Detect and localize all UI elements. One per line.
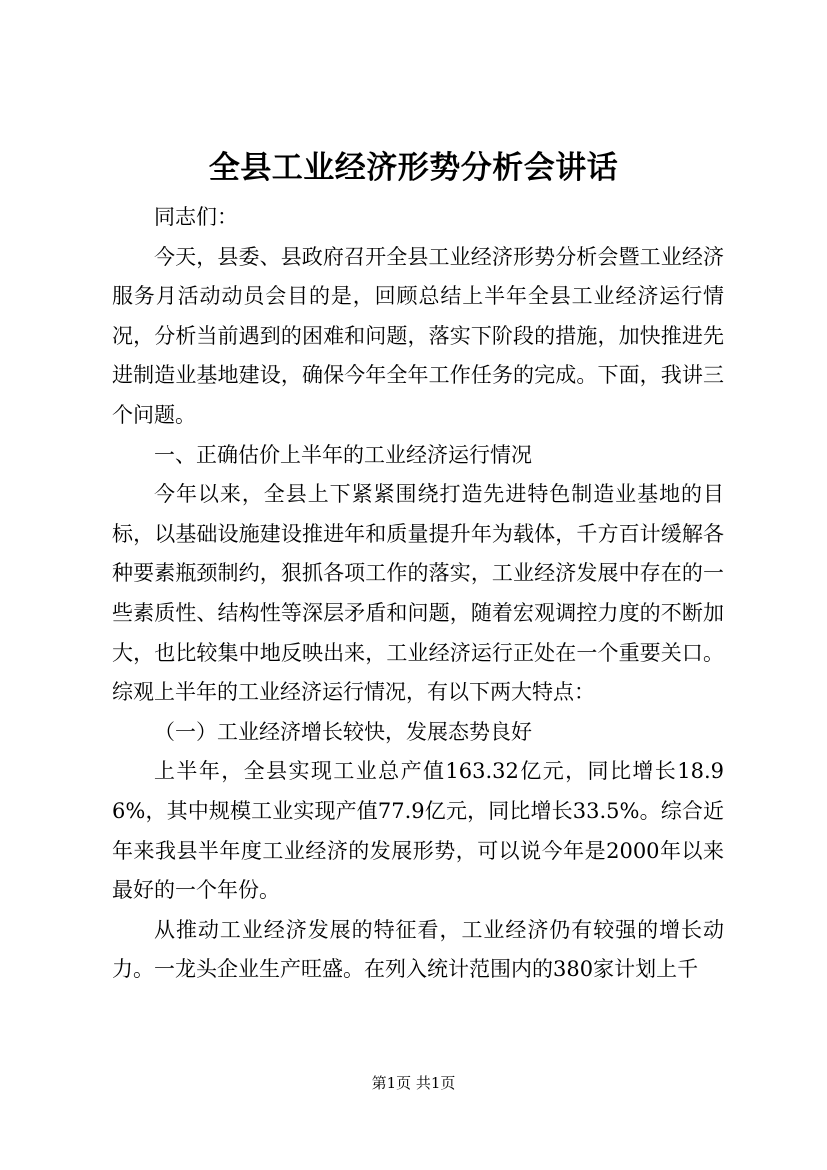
page-number-footer: 第1页 共1页 [371,1074,456,1092]
document-title: 全县工业经济形势分析会讲话 [208,150,619,186]
paragraph-output-stats: 上半年，全县实现工业总产值163.32亿元，同比增长18.96%，其中规模工业实现产值77.9亿元，同比增长33.5%。综合近年来我县半年度工业经济的发展形势，可以说今年是2000年以来最好的一个年份。 [112,759,724,903]
document-body [112,198,724,990]
paragraph-intro: 今天，县委、县政府召开全县工业经济形势分析会暨工业经济服务月活动动员会目的是，回顾总结上半年全县工业经济运行情况，分析当前遇到的困难和问题，落实下阶段的措施，加快推进先进制造业基地建设，确保今年全年工作任务的完成。下面，我讲三个问题。 [112,244,724,427]
paragraph-overview: 今年以来，全县上下紧紧围绕打造先进特色制造业基地的目标，以基础设施建设推进年和质量提升年为载体，千方百计缓解各种要素瓶颈制约，狠抓各项工作的落实，工业经济发展中存在的一些素质性、结构性等深层矛盾和问题，随着宏观调控力度的不断加大，也比较集中地反映出来，工业经济运行正处在一个重要关口。综观上半年的工业经济运行情况，有以下两大特点： [112,482,724,705]
paragraph-growth-drivers: 从推动工业经济发展的特征看，工业经济仍有较强的增长动力。一龙头企业生产旺盛。在列入统计范围内的380家计划上千 [112,917,724,982]
subsection-heading-1: （一）工业经济增长较快，发展态势良好 [154,719,532,744]
paragraph-salutation: 同志们： [154,205,238,229]
section-heading-1: 一、正确估价上半年的工业经济运行情况 [154,442,532,467]
